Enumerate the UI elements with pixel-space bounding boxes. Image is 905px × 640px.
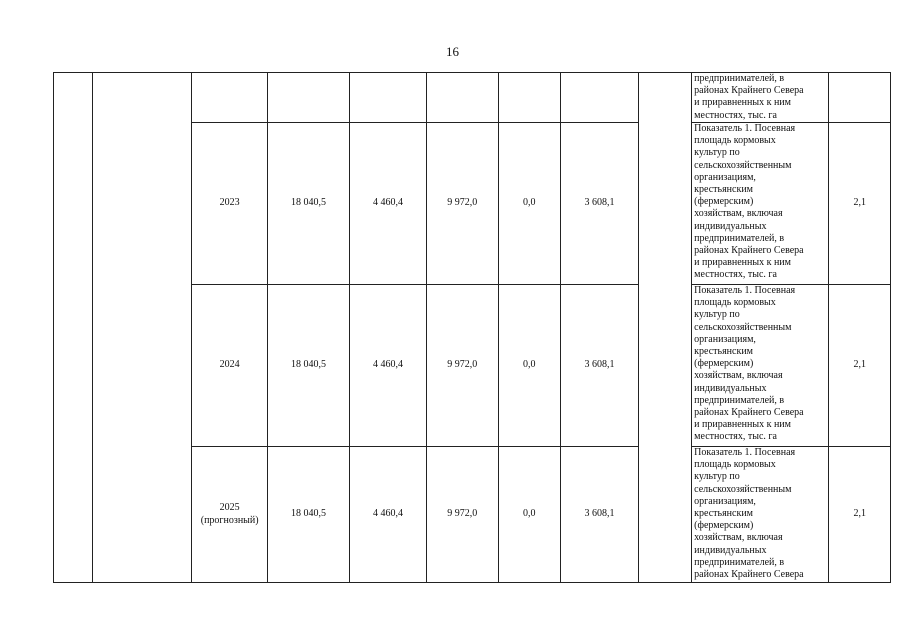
indicator-cell: предпринимателей, в районах Крайнего Севера и приравненных к ним местностях, тыс. га [692, 73, 829, 123]
federal-cell: 4 460,4 [350, 123, 427, 285]
regional-cell: 9 972,0 [426, 123, 498, 285]
number-cell [54, 73, 93, 583]
indicator-cell: Показатель 1. Посевная площадь кормовых культур по сельскохозяйственным организациям, крестьянским (фермерским) хозяйствам, включая индивидуальных предпринимателей, в районах Крайнего Севера и приравненных к ним местностях, тыс. га [692, 285, 829, 447]
funding-table [53, 72, 891, 583]
extra-cell: 3 608,1 [561, 285, 639, 447]
year-cell: 2025 (прогнозный) [192, 447, 268, 583]
total-cell: 18 040,5 [268, 447, 350, 583]
name-cell [92, 73, 191, 583]
regional-cell [426, 73, 498, 123]
value-cell: 2,1 [829, 285, 891, 447]
table-row [54, 73, 891, 123]
extra-cell: 3 608,1 [561, 447, 639, 583]
total-cell: 18 040,5 [268, 285, 350, 447]
indicator-cell: Показатель 1. Посевная площадь кормовых культур по сельскохозяйственным организациям, крестьянским (фермерским) хозяйствам, включая индивидуальных предпринимателей, в районах Крайнего Севера [692, 447, 829, 583]
local-cell: 0,0 [498, 285, 560, 447]
federal-cell: 4 460,4 [350, 285, 427, 447]
extra-cell: 3 608,1 [561, 123, 639, 285]
extra-cell [561, 73, 639, 123]
year-cell: 2024 [192, 285, 268, 447]
regional-cell: 9 972,0 [426, 285, 498, 447]
total-cell [268, 73, 350, 123]
year-cell [192, 73, 268, 123]
regional-cell: 9 972,0 [426, 447, 498, 583]
total-cell: 18 040,5 [268, 123, 350, 285]
empty-merged-cell [638, 73, 691, 583]
indicator-cell: Показатель 1. Посевная площадь кормовых культур по сельскохозяйственным организациям, крестьянским (фермерским) хозяйствам, включая индивидуальных предпринимателей, в районах Крайнего Севера и приравненных к ним местностях, тыс. га [692, 123, 829, 285]
year-cell: 2023 [192, 123, 268, 285]
federal-cell [350, 73, 427, 123]
value-cell [829, 73, 891, 123]
local-cell [498, 73, 560, 123]
local-cell: 0,0 [498, 447, 560, 583]
value-cell: 2,1 [829, 447, 891, 583]
local-cell: 0,0 [498, 123, 560, 285]
value-cell: 2,1 [829, 123, 891, 285]
page-number: 16 [446, 44, 459, 59]
federal-cell: 4 460,4 [350, 447, 427, 583]
